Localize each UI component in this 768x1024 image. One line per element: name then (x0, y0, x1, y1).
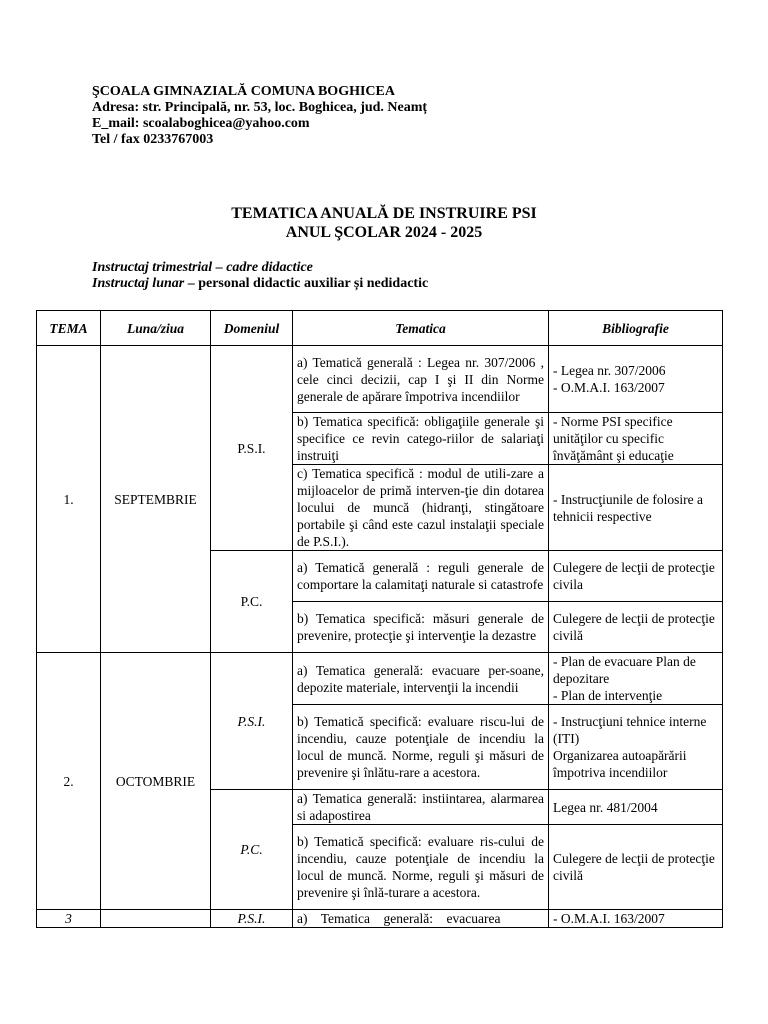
header-luna: Luna/ziua (101, 311, 211, 346)
tematica-cell: a) Tematica generală: evacuarea (293, 910, 549, 928)
instructaj-block (92, 260, 428, 292)
month-cell (101, 910, 211, 928)
title-line-1: TEMATICA ANUALĂ DE INSTRUIRE PSI (231, 205, 537, 222)
tema-number: 3 (37, 910, 101, 928)
tematica-cell: c) Tematica specifică : modul de utili-zare a mijloacelor de primă interven-ţie din dotarea locului de muncă (hidranţi, stingătoare portabile şi când este cazul instalaţii speciale de P.S.I.). (293, 465, 549, 551)
domain-cell: P.S.I. (211, 910, 293, 928)
bibliografie-cell: - Norme PSI specifice unităţilor cu specific învăţământ şi educaţie (549, 413, 723, 465)
tematica-cell: a) Tematică generală : reguli generale de comportare la calamitaţi naturale si catastrofe (293, 551, 549, 602)
instructaj-trimestrial: Instructaj trimestrial – cadre didactice (92, 260, 313, 275)
bibliografie-cell: Culegere de lecţii de protecţie civila (549, 551, 723, 602)
domain-cell: P.S.I. (211, 653, 293, 790)
tematica-table (36, 310, 723, 928)
table-row (37, 653, 723, 705)
tematica-cell: b) Tematică specifică: evaluare ris-cului de incendiu, cauze potenţiale de incendiu la locul de muncă. Norme, reguli şi măsuri de prevenire şi înlă-turare a acestora. (293, 825, 549, 910)
header-bibliografie: Bibliografie (549, 311, 723, 346)
tematica-cell: a) Tematică generală : Legea nr. 307/2006 , cele cinci decizii, cap I şi II din Norme generale de apărare împotriva incendiilor (293, 346, 549, 413)
domain-cell: P.S.I. (211, 346, 293, 551)
table-row (37, 346, 723, 413)
tematica-cell: a) Tematica generală: instiintarea, alarmarea si adapostirea (293, 790, 549, 825)
school-header (92, 84, 427, 148)
tematica-cell: a) Tematica generală: evacuare per-soane, depozite materiale, intervenţii la incendii (293, 653, 549, 705)
header-domeniul: Domeniul (211, 311, 293, 346)
bibliografie-cell: Culegere de lecţii de protecţie civilă (549, 602, 723, 653)
school-email: E_mail: scoalaboghicea@yahoo.com (92, 116, 310, 131)
domain-cell: P.C. (211, 551, 293, 653)
tematica-cell: b) Tematica specifică: obligaţiile generale şi specifice ce revin catego-riilor de salariaţi instruiţi (293, 413, 549, 465)
tema-number: 2. (37, 653, 101, 910)
domain-cell: P.C. (211, 790, 293, 910)
bibliografie-cell: - O.M.A.I. 163/2007 (549, 910, 723, 928)
school-address: Adresa: str. Principală, nr. 53, loc. Boghicea, jud. Neamț (92, 100, 428, 115)
header-tema: TEMA (37, 311, 101, 346)
instructaj-lunar: Instructaj lunar – personal didactic auxiliar și nedidactic (92, 276, 429, 291)
school-tel: Tel / fax 0233767003 (92, 132, 214, 147)
table-header-row (37, 311, 723, 346)
bibliografie-cell: Legea nr. 481/2004 (549, 790, 723, 825)
tema-number: 1. (37, 346, 101, 653)
bibliografie-cell: - Legea nr. 307/2006 - O.M.A.I. 163/2007 (549, 346, 723, 413)
month-cell: OCTOMBRIE (101, 653, 211, 910)
tematica-cell: b) Tematica specifică: măsuri generale de prevenire, protecţie şi intervenţie la dezastre (293, 602, 549, 653)
month-cell: SEPTEMBRIE (101, 346, 211, 653)
bibliografie-cell: - Instrucţiunile de folosire a tehnicii respective (549, 465, 723, 551)
header-tematica: Tematica (293, 311, 549, 346)
bibliografie-cell: Culegere de lecţii de protecţie civilă (549, 825, 723, 910)
document-title (0, 204, 768, 242)
title-line-2: ANUL ŞCOLAR 2024 - 2025 (285, 224, 483, 241)
school-name: ŞCOALA GIMNAZIALĂ COMUNA BOGHICEA (92, 84, 395, 99)
table-row (37, 910, 723, 928)
bibliografie-cell: - Instrucţiuni tehnice interne (ITI) Organizarea autoapărării împotriva incendiilor (549, 705, 723, 790)
bibliografie-cell: - Plan de evacuare Plan de depozitare - Plan de intervenţie (549, 653, 723, 705)
tematica-cell: b) Tematică specifică: evaluare riscu-lui de incendiu, cauze potenţiale de incendiu la locul de muncă. Norme, reguli şi măsuri de prevenire şi înlătu-rare a acestora. (293, 705, 549, 790)
